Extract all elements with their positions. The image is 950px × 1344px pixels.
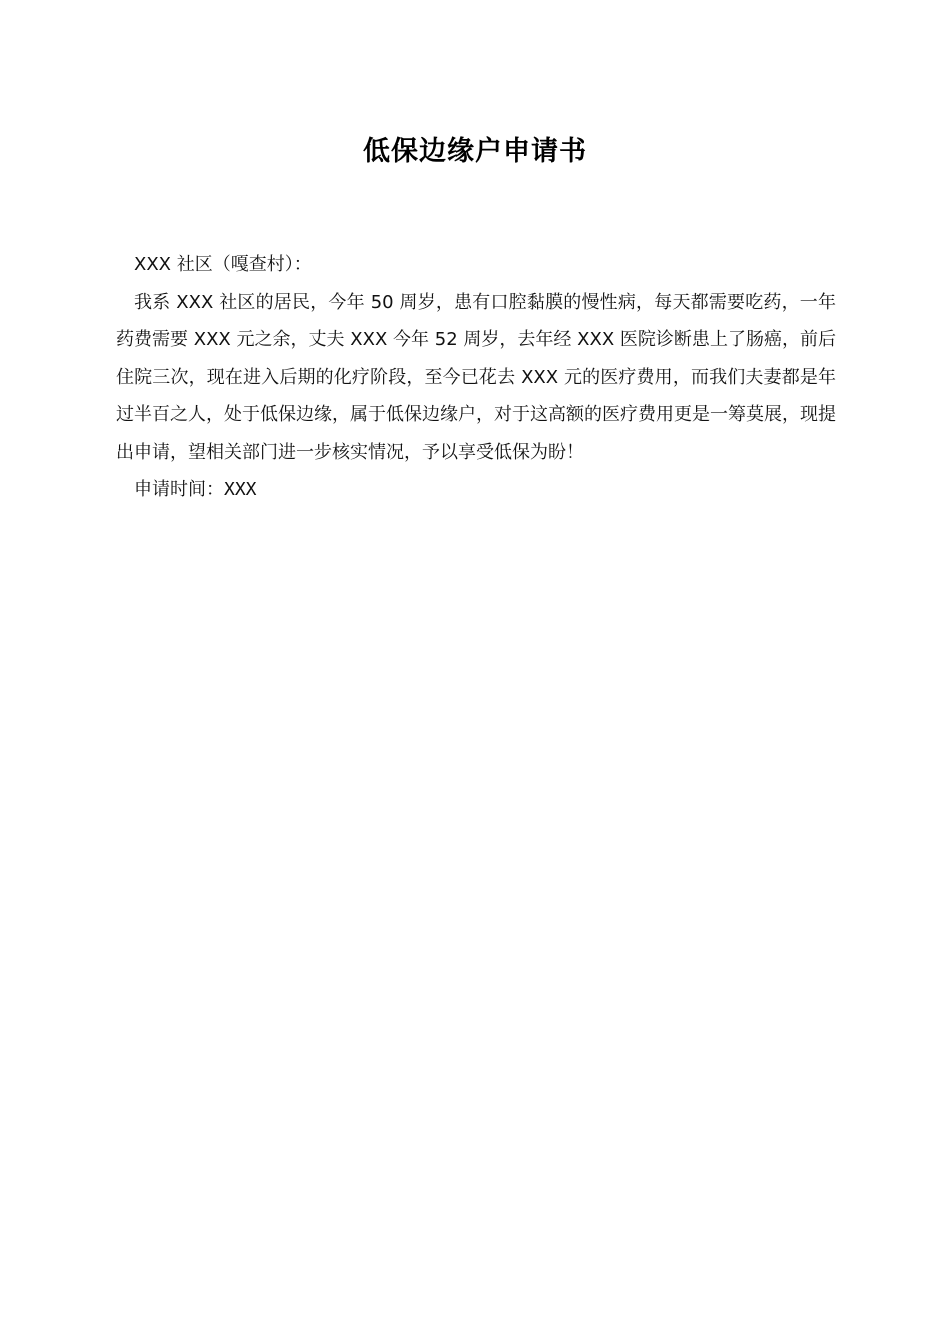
letter-content (116, 246, 836, 509)
salutation: XXX 社区（嘎查村）： (134, 254, 312, 275)
body-paragraph: 我系 XXX 社区的居民，今年 50 周岁，患有口腔黏膜的慢性病，每天都需要吃药，一年药费需要 XXX 元之余，丈夫 XXX 今年 52 周岁，去年经 XXX 医院诊断患上了肠癌，前后住院三次，现在进入后期的化疗阶段，至今已花去 XXX 元的医疗费用，而我们夫妻都是年过半百之人，处于低保边缘，属于低保边缘户，对于这高额的医疗费用更是一筹莫展，现提出申请，望相关部门进一步核实情况，予以享受低保为盼！ (116, 291, 836, 463)
document-title: 低保边缘户申请书 (363, 136, 587, 167)
application-date-value: XXX (224, 479, 257, 500)
application-date-label: 申请时间： (134, 479, 224, 500)
application-date-line (116, 471, 836, 509)
